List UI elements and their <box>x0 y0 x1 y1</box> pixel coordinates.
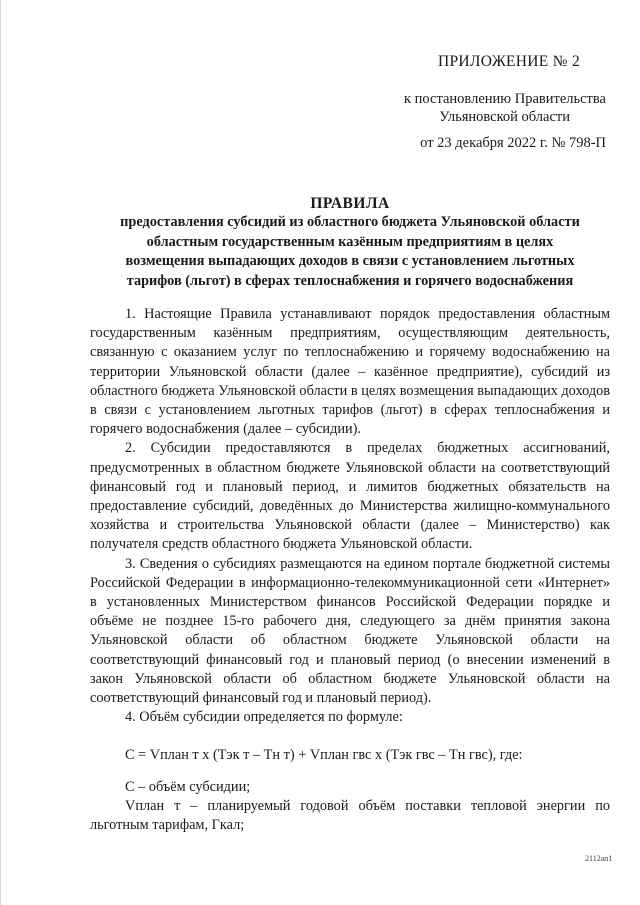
subtitle-line-3: возмещения выпадающих доходов в связи с установлением льготных <box>125 253 575 269</box>
decree-reference-line-2: Ульяновской области <box>439 109 570 125</box>
subsidy-formula: С = Vплан т х (Тэк т – Тн т) + Vплан гвс х (Тэк гвс – Тн гвс), где: <box>125 747 523 763</box>
subtitle-line-1: предоставления субсидий из областного бюджета Ульяновской области <box>120 214 580 230</box>
subtitle-line-2: областным государственным казённым предприятиям в целях <box>146 233 554 250</box>
subtitle-line-4: тарифов (льгот) в сферах теплоснабжения и горячего водоснабжения <box>126 272 574 289</box>
decree-reference <box>300 90 606 126</box>
document-title: ПРАВИЛА <box>310 195 390 212</box>
definition-vplan-t: Vплан т – планируемый годовой объём поставки тепловой энергии по льготным тарифам, Гкал; <box>90 798 610 834</box>
decree-reference-line-1: к постановлению Правительства <box>404 91 606 107</box>
appendix-label: ПРИЛОЖЕНИЕ № 2 <box>438 53 581 70</box>
document-subtitle <box>90 213 610 291</box>
definition-c: С – объём субсидии; <box>125 779 251 795</box>
paragraph-1: 1. Настоящие Правила устанавливают порядок предоставления областным государственным казённым предприятиям, осуществляющим деятельность, связанную с оказанием услуг по теплоснабжению и горячему водоснабжению на территории Ульяновской области (далее – казённое предприятие), субсидий из областного бюджета Ульяновской области в целях возмещения выпадающих доходов в связи с установлением льготных тарифов (льгот) в сферах теплоснабжения и горячего водоснабжения (далее – субсидии). <box>90 306 610 438</box>
paragraph-4: 4. Объём субсидии определяется по формуле: <box>125 709 403 726</box>
paragraph-2: 2. Субсидии предоставляются в пределах бюджетных ассигнований, предусмотренных в областном бюджете Ульяновской области на соответствующий финансовый год и плановый период, и лимитов бюджетных обязательств на предоставление субсидий, доведённых до Министерства жилищно-коммунального хозяйства и строительства Ульяновской области (далее – Министерство) как получателя средств областного бюджета Ульяновской области. <box>90 440 610 553</box>
document-body <box>90 305 610 727</box>
footer-code: 2112ап1 <box>585 854 613 863</box>
decree-date: от 23 декабря 2022 г. № 798-П <box>420 135 606 151</box>
formula-definitions <box>90 778 610 836</box>
page-edge <box>0 0 1 905</box>
paragraph-3: 3. Сведения о субсидиях размещаются на едином портале бюджетной системы Российской Федерации в информационно-телекоммуникационной сети «Интернет» в установленных Министерством финансов Российской Федерации порядке и объёме не позднее 15-го рабочего дня, следующего за днём принятия закона Ульяновской области об областном бюджете Ульяновской области на соответствующий финансовый год и плановый период (о внесении изменений в закон Ульяновской области об областном бюджете Ульяновской области на соответствующий финансовый год и плановый период). <box>90 555 610 707</box>
